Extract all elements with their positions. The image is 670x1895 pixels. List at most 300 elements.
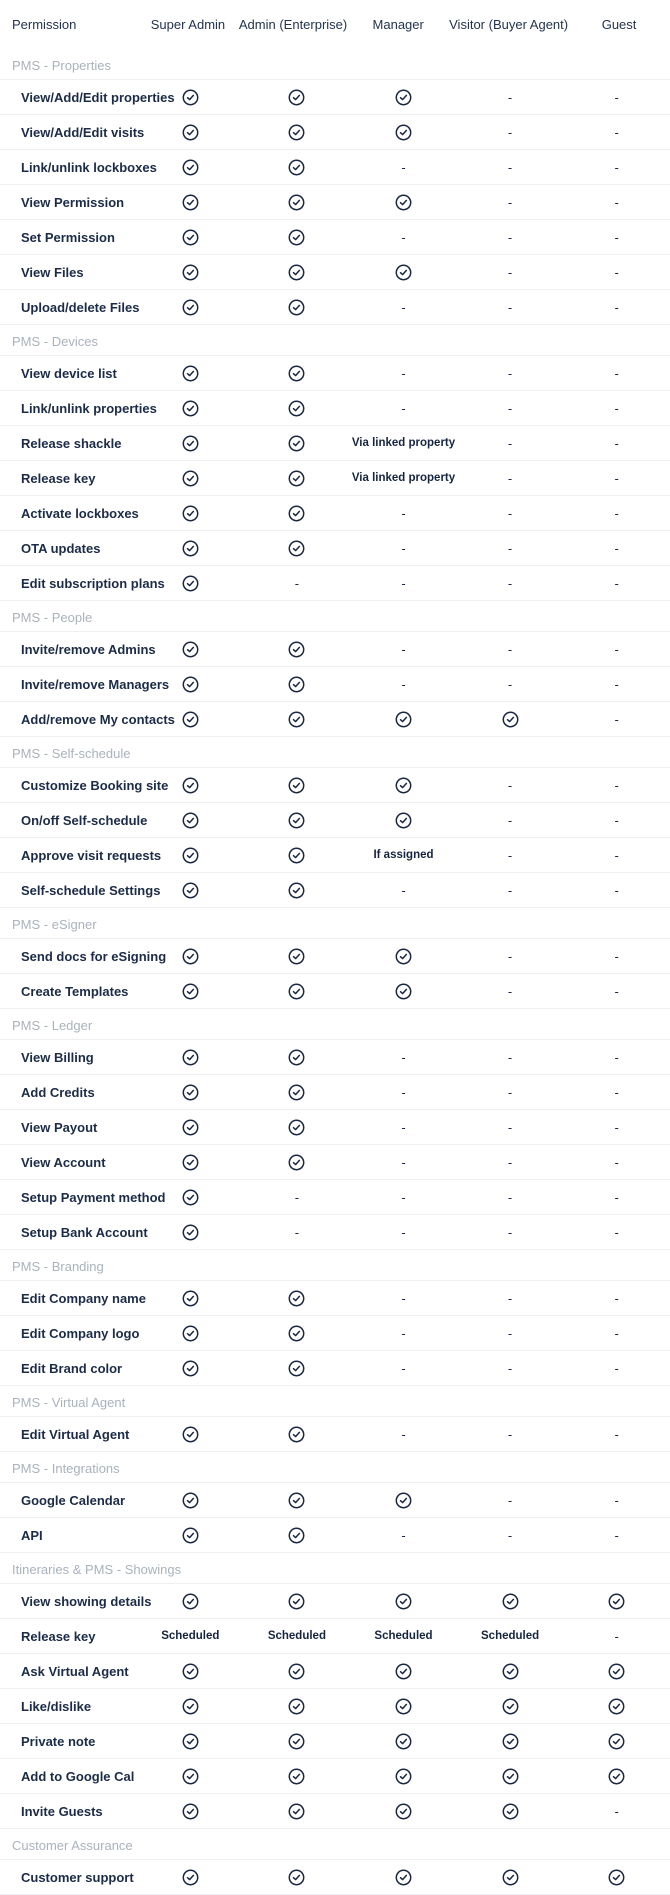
permission-row-invite-remove-admins bbox=[0, 632, 670, 667]
dash-value: - bbox=[294, 1189, 300, 1205]
permission-label: Release key bbox=[21, 1628, 96, 1644]
dash-value: - bbox=[401, 882, 406, 898]
permission-cell bbox=[457, 1417, 564, 1451]
dash-value: - bbox=[507, 1049, 513, 1065]
dash-value: - bbox=[614, 1084, 619, 1100]
check-circle-icon bbox=[608, 1593, 625, 1610]
dash-value: - bbox=[614, 847, 619, 863]
section-header-pms-self-schedule bbox=[0, 737, 670, 768]
permission-cell bbox=[244, 838, 351, 872]
permission-cell bbox=[563, 873, 670, 907]
dash-value: - bbox=[614, 1803, 619, 1819]
check-circle-icon bbox=[288, 1290, 305, 1307]
check-circle-icon bbox=[288, 882, 305, 899]
dash-value: - bbox=[401, 575, 406, 591]
permission-cell bbox=[457, 1075, 564, 1109]
dash-value: - bbox=[507, 1426, 513, 1442]
permission-cell bbox=[457, 1351, 564, 1385]
permission-cell bbox=[350, 1351, 457, 1385]
permission-cell bbox=[563, 1316, 670, 1350]
check-circle-icon bbox=[288, 641, 305, 658]
dash-value: - bbox=[507, 812, 513, 828]
dash-value: - bbox=[401, 1426, 406, 1442]
permission-cell bbox=[563, 632, 670, 666]
section-title: PMS - eSigner bbox=[12, 917, 97, 932]
dash-value: - bbox=[614, 540, 619, 556]
column-header-super-admin: Super Admin bbox=[150, 17, 226, 32]
section-title: PMS - People bbox=[12, 610, 93, 625]
permission-cell bbox=[244, 1584, 351, 1618]
dash-value: - bbox=[507, 505, 513, 521]
permission-cell bbox=[350, 1584, 457, 1618]
check-circle-icon bbox=[288, 711, 305, 728]
permission-row-view-showing-details bbox=[0, 1584, 670, 1619]
permission-cell bbox=[244, 1281, 351, 1315]
check-circle-icon bbox=[395, 194, 412, 211]
permission-cell bbox=[457, 838, 564, 872]
check-circle-icon bbox=[182, 1733, 199, 1750]
permission-row-on-off-self-schedule bbox=[0, 803, 670, 838]
permission-cell bbox=[244, 255, 351, 289]
dash-value: - bbox=[507, 641, 513, 657]
permission-cell bbox=[244, 531, 351, 565]
permission-row-link-unlink-lockboxes bbox=[0, 150, 670, 185]
permission-cell bbox=[350, 702, 457, 736]
permission-cell bbox=[457, 1483, 564, 1517]
permission-cell bbox=[457, 702, 564, 736]
permission-row-activate-lockboxes bbox=[0, 496, 670, 531]
permission-cell bbox=[457, 461, 564, 495]
permission-cell bbox=[457, 220, 564, 254]
permission-cell bbox=[350, 632, 457, 666]
permission-row-self-schedule-settings bbox=[0, 873, 670, 908]
permission-cell bbox=[244, 1724, 351, 1758]
dash-value: - bbox=[614, 89, 619, 105]
permission-label: Google Calendar bbox=[21, 1492, 126, 1508]
permission-row-customize-booking-site bbox=[0, 768, 670, 803]
dash-value: - bbox=[614, 1492, 619, 1508]
dash-value: - bbox=[614, 1325, 619, 1341]
check-circle-icon bbox=[182, 1290, 199, 1307]
permission-row-invite-remove-managers bbox=[0, 667, 670, 702]
check-circle-icon bbox=[288, 124, 305, 141]
dash-value: - bbox=[614, 470, 619, 486]
permission-cell bbox=[244, 391, 351, 425]
permission-cell bbox=[350, 290, 457, 324]
section-title: Customer Assurance bbox=[12, 1838, 133, 1853]
dash-value: - bbox=[614, 124, 619, 140]
cell-text-value: If assigned bbox=[373, 849, 434, 861]
permission-cell bbox=[563, 356, 670, 390]
permission-label: View/Add/Edit visits bbox=[21, 124, 145, 140]
permission-cell bbox=[563, 1145, 670, 1179]
permission-cell bbox=[137, 1689, 244, 1723]
check-circle-icon bbox=[182, 89, 199, 106]
check-circle-icon bbox=[288, 847, 305, 864]
permission-cell bbox=[137, 838, 244, 872]
dash-value: - bbox=[614, 1154, 619, 1170]
dash-value: - bbox=[614, 400, 619, 416]
permission-label: Release key bbox=[21, 470, 96, 486]
check-circle-icon bbox=[288, 435, 305, 452]
permission-cell bbox=[350, 768, 457, 802]
permission-cell bbox=[244, 496, 351, 530]
permission-cell bbox=[350, 1654, 457, 1688]
dash-value: - bbox=[294, 1224, 300, 1240]
check-circle-icon bbox=[395, 1733, 412, 1750]
check-circle-icon bbox=[182, 777, 199, 794]
column-header-permission: Permission bbox=[12, 17, 77, 32]
dash-value: - bbox=[507, 540, 513, 556]
check-circle-icon bbox=[395, 1698, 412, 1715]
dash-value: - bbox=[507, 1527, 513, 1543]
dash-value: - bbox=[507, 676, 513, 692]
check-circle-icon bbox=[182, 812, 199, 829]
permission-cell bbox=[563, 115, 670, 149]
check-circle-icon bbox=[182, 1426, 199, 1443]
permission-label: Setup Bank Account bbox=[21, 1224, 148, 1240]
permission-label: View Account bbox=[21, 1154, 106, 1170]
permission-cell bbox=[137, 531, 244, 565]
permission-cell bbox=[350, 461, 457, 495]
column-header-visitor-buyer-agent: Visitor (Buyer Agent) bbox=[449, 17, 569, 32]
permission-label: View device list bbox=[21, 365, 117, 381]
check-circle-icon bbox=[182, 1663, 199, 1680]
check-circle-icon bbox=[182, 711, 199, 728]
permission-label: Activate lockboxes bbox=[21, 505, 139, 521]
check-circle-icon bbox=[608, 1663, 625, 1680]
permission-cell bbox=[137, 1075, 244, 1109]
permission-cell bbox=[457, 632, 564, 666]
check-circle-icon bbox=[182, 540, 199, 557]
dash-value: - bbox=[401, 1084, 406, 1100]
permission-label: Edit subscription plans bbox=[21, 575, 165, 591]
section-title: PMS - Self-schedule bbox=[12, 746, 131, 761]
permission-label: Set Permission bbox=[21, 229, 115, 245]
dash-value: - bbox=[401, 1189, 406, 1205]
check-circle-icon bbox=[182, 229, 199, 246]
permission-row-view-permission bbox=[0, 185, 670, 220]
check-circle-icon bbox=[502, 1869, 519, 1886]
permission-cell bbox=[350, 1145, 457, 1179]
permission-cell bbox=[244, 426, 351, 460]
permission-cell bbox=[350, 1281, 457, 1315]
dash-value: - bbox=[507, 400, 513, 416]
permission-row-setup-bank-account bbox=[0, 1215, 670, 1250]
section-header-pms-branding bbox=[0, 1250, 670, 1281]
permission-cell bbox=[244, 702, 351, 736]
check-circle-icon bbox=[182, 194, 199, 211]
permission-cell bbox=[137, 185, 244, 219]
permission-cell bbox=[137, 632, 244, 666]
permission-cell bbox=[137, 1110, 244, 1144]
permission-cell bbox=[137, 1759, 244, 1793]
check-circle-icon bbox=[288, 1360, 305, 1377]
permission-cell bbox=[350, 185, 457, 219]
permission-cell bbox=[137, 461, 244, 495]
permission-row-upload-delete-files bbox=[0, 290, 670, 325]
check-circle-icon bbox=[502, 711, 519, 728]
permission-cell bbox=[137, 1518, 244, 1552]
permission-cell bbox=[350, 1689, 457, 1723]
dash-value: - bbox=[401, 1224, 406, 1240]
permission-cell bbox=[137, 566, 244, 600]
permission-cell bbox=[563, 220, 670, 254]
permission-cell bbox=[137, 80, 244, 114]
dash-value: - bbox=[401, 1119, 406, 1135]
permission-row-edit-virtual-agent bbox=[0, 1417, 670, 1452]
check-circle-icon bbox=[288, 1733, 305, 1750]
dash-value: - bbox=[614, 983, 619, 999]
check-circle-icon bbox=[502, 1698, 519, 1715]
dash-value: - bbox=[507, 1084, 513, 1100]
check-circle-icon bbox=[182, 882, 199, 899]
dash-value: - bbox=[401, 299, 406, 315]
section-header-pms-properties bbox=[0, 49, 670, 80]
check-circle-icon bbox=[608, 1698, 625, 1715]
permission-cell bbox=[457, 1110, 564, 1144]
permission-cell bbox=[563, 1281, 670, 1315]
check-circle-icon bbox=[288, 1869, 305, 1886]
permission-cell bbox=[563, 80, 670, 114]
permission-cell bbox=[457, 1281, 564, 1315]
permission-cell bbox=[457, 150, 564, 184]
permission-cell bbox=[244, 1759, 351, 1793]
permission-cell bbox=[137, 1145, 244, 1179]
permission-label: Ask Virtual Agent bbox=[21, 1663, 129, 1679]
check-circle-icon bbox=[288, 89, 305, 106]
permission-cell bbox=[244, 873, 351, 907]
permission-label: View Files bbox=[21, 264, 84, 280]
check-circle-icon bbox=[608, 1733, 625, 1750]
permission-cell bbox=[350, 1417, 457, 1451]
permission-row-ota-updates bbox=[0, 531, 670, 566]
permission-cell bbox=[457, 1759, 564, 1793]
check-circle-icon bbox=[288, 505, 305, 522]
permission-row-private-note bbox=[0, 1724, 670, 1759]
permission-cell bbox=[244, 939, 351, 973]
check-circle-icon bbox=[288, 1527, 305, 1544]
permission-cell bbox=[350, 255, 457, 289]
permission-label: View showing details bbox=[21, 1593, 152, 1609]
permission-cell bbox=[244, 1860, 351, 1894]
permission-cell bbox=[137, 1584, 244, 1618]
permission-row-view-files bbox=[0, 255, 670, 290]
check-circle-icon bbox=[288, 1084, 305, 1101]
permission-row-invite-guests bbox=[0, 1794, 670, 1829]
check-circle-icon bbox=[182, 1492, 199, 1509]
permission-row-edit-company-name bbox=[0, 1281, 670, 1316]
permission-label: Add/remove My contacts bbox=[21, 711, 175, 727]
dash-value: - bbox=[507, 777, 513, 793]
dash-value: - bbox=[401, 159, 406, 175]
permission-row-release-key bbox=[0, 1619, 670, 1654]
permission-cell bbox=[244, 1215, 351, 1249]
permission-cell bbox=[350, 1724, 457, 1758]
permission-cell bbox=[350, 1316, 457, 1350]
permission-cell bbox=[350, 391, 457, 425]
permission-cell bbox=[244, 667, 351, 701]
permission-cell bbox=[244, 80, 351, 114]
check-circle-icon bbox=[182, 641, 199, 658]
dash-value: - bbox=[507, 435, 513, 451]
check-circle-icon bbox=[182, 1768, 199, 1785]
dash-value: - bbox=[401, 365, 406, 381]
section-header-pms-integrations bbox=[0, 1452, 670, 1483]
section-header-pms-devices bbox=[0, 325, 670, 356]
permission-cell bbox=[350, 426, 457, 460]
permission-cell bbox=[563, 391, 670, 425]
permission-cell bbox=[137, 1483, 244, 1517]
permission-label: On/off Self-schedule bbox=[21, 812, 148, 828]
permission-cell bbox=[350, 838, 457, 872]
dash-value: - bbox=[401, 1290, 406, 1306]
permission-label: Invite/remove Managers bbox=[21, 676, 170, 692]
permission-cell bbox=[137, 1040, 244, 1074]
check-circle-icon bbox=[608, 1768, 625, 1785]
permission-cell bbox=[137, 1860, 244, 1894]
dash-value: - bbox=[507, 365, 513, 381]
dash-value: - bbox=[507, 1492, 513, 1508]
permission-row-ask-virtual-agent bbox=[0, 1654, 670, 1689]
dash-value: - bbox=[614, 264, 619, 280]
dash-value: - bbox=[614, 1290, 619, 1306]
permission-cell bbox=[563, 1417, 670, 1451]
table-header-row bbox=[0, 0, 670, 49]
dash-value: - bbox=[614, 1119, 619, 1135]
permission-row-create-templates bbox=[0, 974, 670, 1009]
check-circle-icon bbox=[182, 847, 199, 864]
permission-cell bbox=[350, 356, 457, 390]
permission-label: Link/unlink properties bbox=[21, 400, 157, 416]
dash-value: - bbox=[614, 299, 619, 315]
permission-cell bbox=[457, 1316, 564, 1350]
check-circle-icon bbox=[182, 264, 199, 281]
permission-cell bbox=[563, 150, 670, 184]
check-circle-icon bbox=[288, 1325, 305, 1342]
dash-value: - bbox=[614, 882, 619, 898]
section-header-itineraries-pms-showings bbox=[0, 1553, 670, 1584]
permission-row-view-payout bbox=[0, 1110, 670, 1145]
check-circle-icon bbox=[288, 264, 305, 281]
dash-value: - bbox=[614, 365, 619, 381]
permission-cell bbox=[457, 185, 564, 219]
column-header-admin-enterprise: Admin (Enterprise) bbox=[238, 17, 348, 32]
dash-value: - bbox=[401, 1154, 406, 1170]
permission-cell bbox=[137, 768, 244, 802]
dash-value: - bbox=[507, 1119, 513, 1135]
dash-value: - bbox=[614, 575, 619, 591]
permission-cell bbox=[137, 356, 244, 390]
permission-cell bbox=[137, 496, 244, 530]
check-circle-icon bbox=[182, 1803, 199, 1820]
permission-cell bbox=[350, 1794, 457, 1828]
permission-row-release-key bbox=[0, 461, 670, 496]
permission-row-edit-company-logo bbox=[0, 1316, 670, 1351]
permission-cell bbox=[350, 1040, 457, 1074]
permission-cell bbox=[350, 667, 457, 701]
permission-cell bbox=[457, 115, 564, 149]
permission-cell bbox=[244, 220, 351, 254]
permission-cell bbox=[563, 768, 670, 802]
permission-cell bbox=[457, 974, 564, 1008]
check-circle-icon bbox=[288, 1768, 305, 1785]
check-circle-icon bbox=[182, 1869, 199, 1886]
permission-cell bbox=[563, 1724, 670, 1758]
permission-cell bbox=[563, 1110, 670, 1144]
permission-cell bbox=[563, 461, 670, 495]
check-circle-icon bbox=[182, 1325, 199, 1342]
permission-cell bbox=[350, 496, 457, 530]
permission-cell bbox=[457, 566, 564, 600]
check-circle-icon bbox=[288, 1593, 305, 1610]
permission-row-edit-brand-color bbox=[0, 1351, 670, 1386]
permission-label: Like/dislike bbox=[21, 1698, 92, 1714]
permission-cell bbox=[244, 1110, 351, 1144]
permission-row-customer-support bbox=[0, 1860, 670, 1895]
permission-cell bbox=[457, 255, 564, 289]
permission-cell bbox=[457, 1145, 564, 1179]
check-circle-icon bbox=[182, 948, 199, 965]
section-title: PMS - Virtual Agent bbox=[12, 1395, 126, 1410]
dash-value: - bbox=[614, 159, 619, 175]
permission-cell bbox=[457, 873, 564, 907]
permission-row-edit-subscription-plans bbox=[0, 566, 670, 601]
column-header-manager: Manager bbox=[372, 17, 424, 32]
section-title: PMS - Properties bbox=[12, 58, 111, 73]
check-circle-icon bbox=[182, 575, 199, 592]
check-circle-icon bbox=[502, 1663, 519, 1680]
dash-value: - bbox=[614, 777, 619, 793]
permission-label: Edit Brand color bbox=[21, 1360, 123, 1376]
permission-label: Customize Booking site bbox=[21, 777, 169, 793]
dash-value: - bbox=[507, 948, 513, 964]
permission-cell bbox=[563, 1654, 670, 1688]
permission-cell bbox=[244, 768, 351, 802]
section-title: Itineraries & PMS - Showings bbox=[12, 1562, 182, 1577]
permission-label: Send docs for eSigning bbox=[21, 948, 167, 964]
check-circle-icon bbox=[182, 435, 199, 452]
dash-value: - bbox=[507, 1154, 513, 1170]
check-circle-icon bbox=[395, 711, 412, 728]
check-circle-icon bbox=[182, 365, 199, 382]
permission-cell bbox=[350, 115, 457, 149]
dash-value: - bbox=[507, 264, 513, 280]
section-title: PMS - Integrations bbox=[12, 1461, 120, 1476]
permission-cell bbox=[457, 290, 564, 324]
permission-label: Invite/remove Admins bbox=[21, 641, 156, 657]
dash-value: - bbox=[614, 641, 619, 657]
permission-cell bbox=[350, 1110, 457, 1144]
permission-label: Edit Company logo bbox=[21, 1325, 140, 1341]
permission-label: Edit Company name bbox=[21, 1290, 146, 1306]
permission-cell bbox=[350, 80, 457, 114]
permission-label: Link/unlink lockboxes bbox=[21, 159, 157, 175]
permission-cell bbox=[350, 1075, 457, 1109]
permission-label: Customer support bbox=[21, 1869, 134, 1885]
check-circle-icon bbox=[502, 1803, 519, 1820]
permission-cell bbox=[137, 115, 244, 149]
check-circle-icon bbox=[182, 299, 199, 316]
permission-label: Approve visit requests bbox=[21, 847, 162, 863]
permission-cell bbox=[563, 1180, 670, 1214]
permission-cell bbox=[563, 667, 670, 701]
permission-row-google-calendar bbox=[0, 1483, 670, 1518]
cell-text-value: Via linked property bbox=[351, 472, 456, 484]
permission-cell bbox=[563, 1860, 670, 1894]
column-header-guest: Guest bbox=[601, 17, 637, 32]
permission-cell bbox=[563, 531, 670, 565]
